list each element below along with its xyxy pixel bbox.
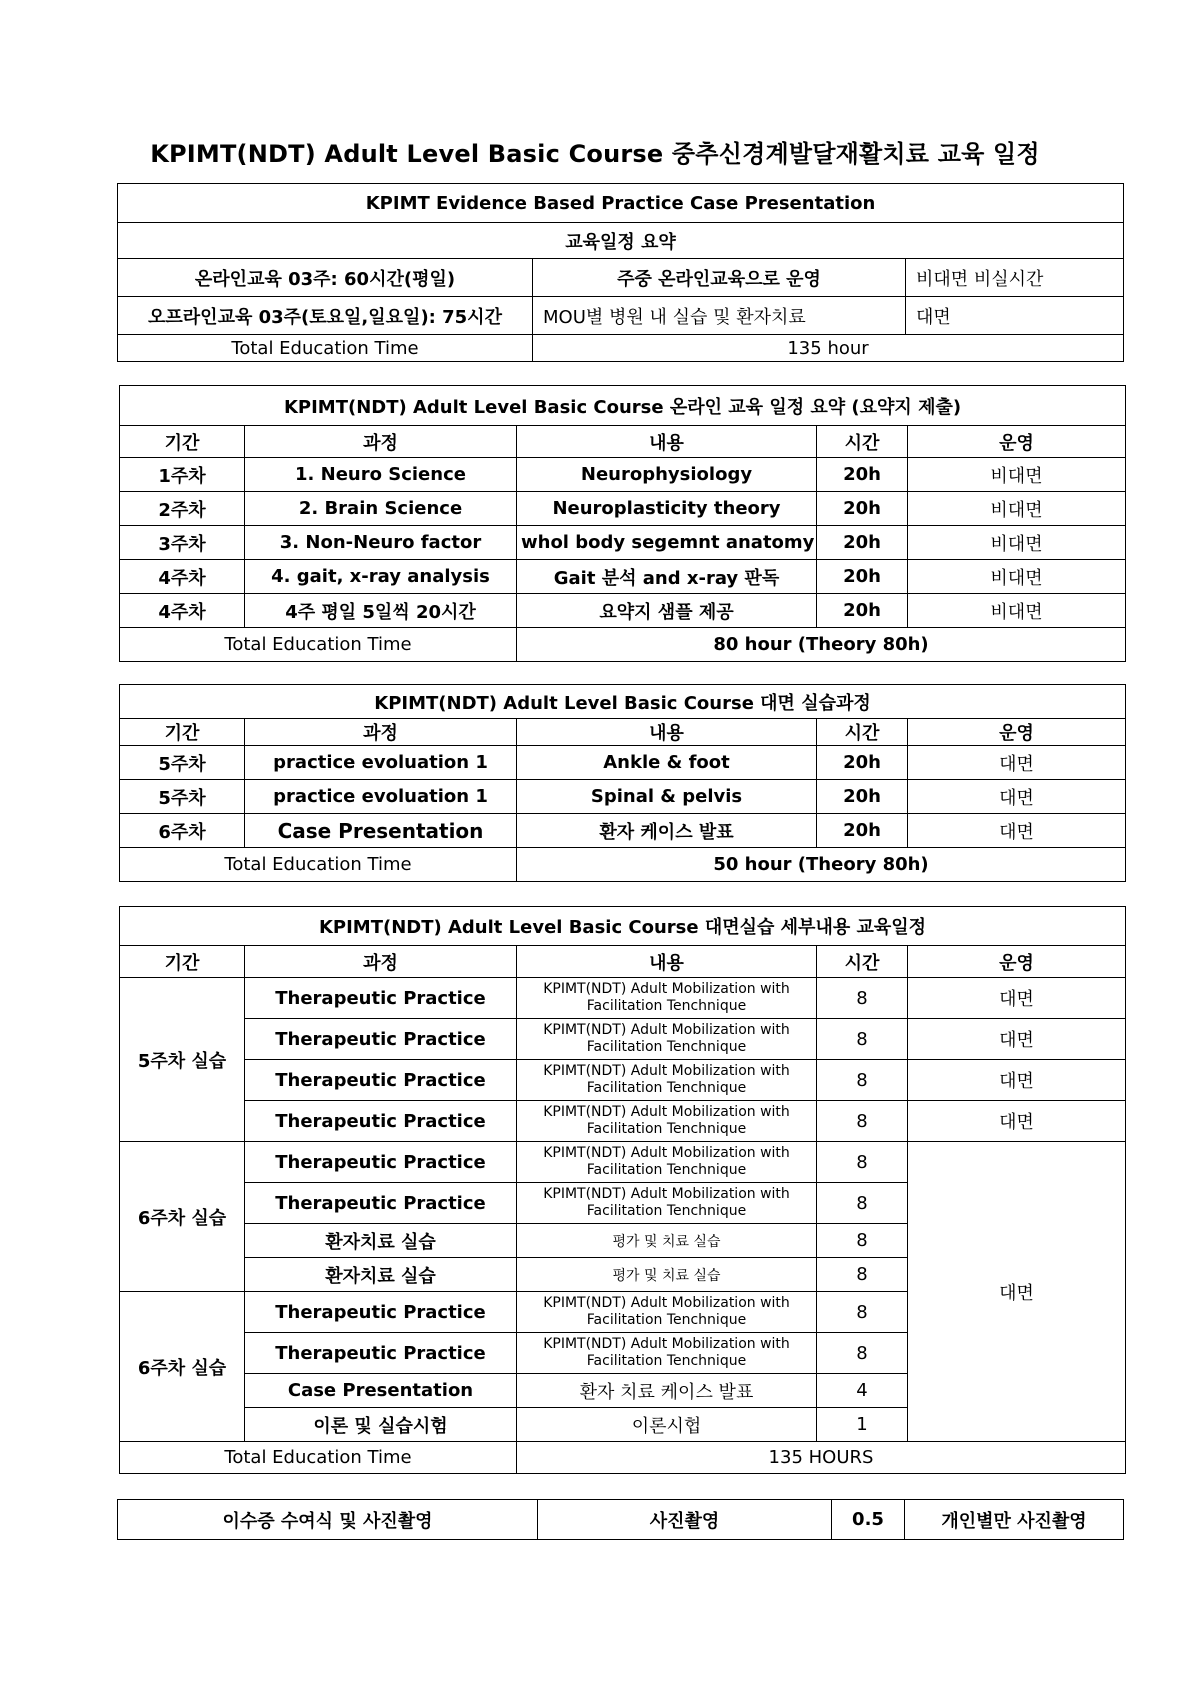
column-header: 기간	[120, 719, 245, 746]
course-cell: 환자치료 실습	[245, 1224, 517, 1258]
table-row	[120, 560, 1126, 594]
column-header: 운영	[908, 719, 1126, 746]
column-header: 운영	[908, 946, 1126, 978]
time-cell: 8	[817, 1224, 908, 1258]
time-cell: 8	[817, 1101, 908, 1142]
course-cell: Therapeutic Practice	[245, 1142, 517, 1183]
table-row	[120, 978, 1126, 1019]
content-cell: Ankle & foot	[517, 746, 817, 780]
period-cell: 5주차	[120, 780, 245, 814]
content-cell: KPIMT(NDT) Adult Mobilization with Facilitation Tenchnique	[517, 1019, 817, 1060]
summary-period: 오프라인교육 03주(토요일,일요일): 75시간	[118, 297, 533, 335]
online-schedule-table	[119, 385, 1126, 662]
detail-total-value: 135 HOURS	[517, 1442, 1126, 1474]
period-cell: 2주차	[120, 492, 245, 526]
content-cell: 평가 및 치료 실습	[517, 1224, 817, 1258]
time-cell: 8	[817, 978, 908, 1019]
summary-total-label: Total Education Time	[118, 335, 533, 362]
time-cell: 1	[817, 1408, 908, 1442]
offline-total-value: 50 hour (Theory 80h)	[517, 848, 1126, 882]
merged-mode-cell: 대면	[908, 1142, 1126, 1442]
ceremony-label: 이수증 수여식 및 사진촬영	[118, 1500, 538, 1540]
period-cell: 4주차	[120, 560, 245, 594]
content-cell: 요약지 샘플 제공	[517, 594, 817, 628]
table-row	[120, 1142, 1126, 1183]
time-cell: 8	[817, 1292, 908, 1333]
column-header: 시간	[817, 946, 908, 978]
course-cell: 2. Brain Science	[245, 492, 517, 526]
period-cell: 6주차	[120, 814, 245, 848]
course-cell: Therapeutic Practice	[245, 1183, 517, 1224]
summary-table	[117, 183, 1124, 362]
mode-cell: 대면	[908, 1060, 1126, 1101]
online-total-label: Total Education Time	[120, 628, 517, 662]
column-header: 내용	[517, 946, 817, 978]
summary-content: MOU별 병원 내 실습 및 환자치료	[533, 297, 906, 335]
column-header: 운영	[908, 426, 1126, 458]
mode-cell: 대면	[908, 1019, 1126, 1060]
mode-cell: 대면	[908, 978, 1126, 1019]
course-cell: Therapeutic Practice	[245, 1101, 517, 1142]
content-cell: whol body segemnt anatomy	[517, 526, 817, 560]
mode-cell: 비대면	[908, 594, 1126, 628]
content-cell: KPIMT(NDT) Adult Mobilization with Facilitation Tenchnique	[517, 1292, 817, 1333]
time-cell: 8	[817, 1258, 908, 1292]
summary-total-value: 135 hour	[533, 335, 1124, 362]
ceremony-time: 0.5	[832, 1500, 905, 1540]
table-row	[120, 594, 1126, 628]
content-cell: Neuroplasticity theory	[517, 492, 817, 526]
column-header: 내용	[517, 426, 817, 458]
course-cell: 이론 및 실습시험	[245, 1408, 517, 1442]
period-cell: 3주차	[120, 526, 245, 560]
course-cell: practice evoluation 1	[245, 780, 517, 814]
course-cell: 4. gait, x-ray analysis	[245, 560, 517, 594]
mode-cell: 대면	[908, 814, 1126, 848]
column-header: 기간	[120, 946, 245, 978]
course-cell: Therapeutic Practice	[245, 1292, 517, 1333]
table-row	[120, 814, 1126, 848]
ceremony-table	[117, 1499, 1124, 1540]
time-cell: 8	[817, 1142, 908, 1183]
course-cell: practice evoluation 1	[245, 746, 517, 780]
mode-cell: 대면	[908, 1101, 1126, 1142]
offline-total-label: Total Education Time	[120, 848, 517, 882]
content-cell: 이론시헙	[517, 1408, 817, 1442]
summary-mode: 대면	[906, 297, 1124, 335]
time-cell: 8	[817, 1333, 908, 1374]
group-period: 6주차 실습	[120, 1292, 245, 1442]
summary-mode: 비대면 비실시간	[906, 259, 1124, 297]
group-period: 5주차 실습	[120, 978, 245, 1142]
mode-cell: 비대면	[908, 492, 1126, 526]
content-cell: 환자 케이스 발표	[517, 814, 817, 848]
course-cell: 환자치료 실습	[245, 1258, 517, 1292]
content-cell: KPIMT(NDT) Adult Mobilization with Facilitation Tenchnique	[517, 1142, 817, 1183]
course-cell: Case Presentation	[245, 1374, 517, 1408]
summary-period: 온라인교육 03주: 60시간(평일)	[118, 259, 533, 297]
time-cell: 8	[817, 1183, 908, 1224]
time-cell: 20h	[817, 492, 908, 526]
group-period: 6주차 실습	[120, 1142, 245, 1292]
time-cell: 8	[817, 1019, 908, 1060]
content-cell: KPIMT(NDT) Adult Mobilization with Facilitation Tenchnique	[517, 1333, 817, 1374]
course-cell: Therapeutic Practice	[245, 1019, 517, 1060]
table-row	[120, 492, 1126, 526]
content-cell: KPIMT(NDT) Adult Mobilization with Facilitation Tenchnique	[517, 1101, 817, 1142]
column-header: 과정	[245, 946, 517, 978]
mode-cell: 대면	[908, 746, 1126, 780]
page-title: KPIMT(NDT) Adult Level Basic Course 중추신경계발달재활치료 교육 일정	[150, 140, 1040, 168]
mode-cell: 비대면	[908, 526, 1126, 560]
detail-schedule-table	[119, 906, 1126, 1474]
time-cell: 20h	[817, 458, 908, 492]
online-header: KPIMT(NDT) Adult Level Basic Course 온라인 교육 일정 요약 (요약지 제출)	[120, 386, 1126, 426]
period-cell: 4주차	[120, 594, 245, 628]
mode-cell: 비대면	[908, 560, 1126, 594]
offline-header: KPIMT(NDT) Adult Level Basic Course 대면 실습과정	[120, 685, 1126, 719]
ceremony-note: 개인별만 사진촬영	[905, 1500, 1124, 1540]
time-cell: 4	[817, 1374, 908, 1408]
time-cell: 8	[817, 1060, 908, 1101]
ceremony-content: 사진촬영	[538, 1500, 832, 1540]
offline-schedule-table	[119, 684, 1126, 882]
course-cell: Case Presentation	[245, 814, 517, 848]
summary-subheader: 교육일정 요약	[118, 223, 1124, 259]
course-cell: 1. Neuro Science	[245, 458, 517, 492]
table-row	[120, 458, 1126, 492]
table-row	[120, 746, 1126, 780]
time-cell: 20h	[817, 780, 908, 814]
time-cell: 20h	[817, 814, 908, 848]
table-row	[120, 780, 1126, 814]
time-cell: 20h	[817, 746, 908, 780]
time-cell: 20h	[817, 560, 908, 594]
course-cell: 4주 평일 5일씩 20시간	[245, 594, 517, 628]
content-cell: 평가 및 치료 실습	[517, 1258, 817, 1292]
course-cell: Therapeutic Practice	[245, 1333, 517, 1374]
content-cell: Neurophysiology	[517, 458, 817, 492]
column-header: 시간	[817, 426, 908, 458]
column-header: 과정	[245, 426, 517, 458]
online-total-value: 80 hour (Theory 80h)	[517, 628, 1126, 662]
course-cell: Therapeutic Practice	[245, 1060, 517, 1101]
content-cell: KPIMT(NDT) Adult Mobilization with Facilitation Tenchnique	[517, 978, 817, 1019]
content-cell: Spinal & pelvis	[517, 780, 817, 814]
table-row	[120, 526, 1126, 560]
course-cell: Therapeutic Practice	[245, 978, 517, 1019]
content-cell: Gait 분석 and x-ray 판독	[517, 560, 817, 594]
course-cell: 3. Non-Neuro factor	[245, 526, 517, 560]
column-header: 과정	[245, 719, 517, 746]
mode-cell: 대면	[908, 780, 1126, 814]
table-row	[120, 1060, 1126, 1101]
column-header: 시간	[817, 719, 908, 746]
content-cell: KPIMT(NDT) Adult Mobilization with Facilitation Tenchnique	[517, 1183, 817, 1224]
table-row	[120, 1101, 1126, 1142]
detail-header: KPIMT(NDT) Adult Level Basic Course 대면실습 세부내용 교육일정	[120, 907, 1126, 946]
period-cell: 1주차	[120, 458, 245, 492]
summary-content: 주중 온라인교육으로 운영	[533, 259, 906, 297]
detail-total-label: Total Education Time	[120, 1442, 517, 1474]
mode-cell: 비대면	[908, 458, 1126, 492]
time-cell: 20h	[817, 594, 908, 628]
period-cell: 5주차	[120, 746, 245, 780]
column-header: 기간	[120, 426, 245, 458]
content-cell: KPIMT(NDT) Adult Mobilization with Facilitation Tenchnique	[517, 1060, 817, 1101]
table-row	[120, 1019, 1126, 1060]
column-header: 내용	[517, 719, 817, 746]
summary-header: KPIMT Evidence Based Practice Case Presentation	[118, 184, 1124, 223]
time-cell: 20h	[817, 526, 908, 560]
content-cell: 환자 치료 케이스 발표	[517, 1374, 817, 1408]
